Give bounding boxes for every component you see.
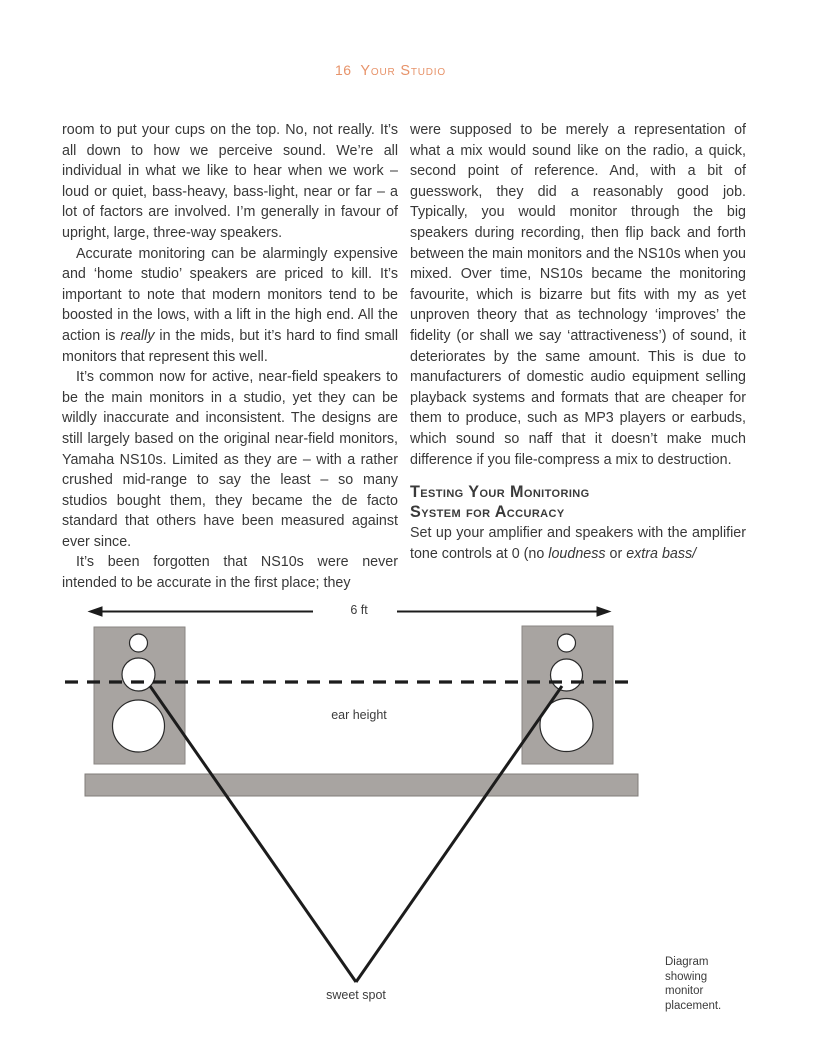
paragraph-2 xyxy=(62,244,398,368)
paragraph-6-text: Set up your amplifier and speakers with the amplifier tone controls at 0 (no xyxy=(410,525,746,562)
diagram-canvas xyxy=(0,595,818,1015)
desk-shelf xyxy=(85,774,638,796)
figure-caption: Diagram showing monitor placement. xyxy=(665,956,722,1012)
paragraph-6 xyxy=(410,523,746,564)
sweet-spot-line-right xyxy=(356,686,562,982)
monitor-placement-diagram xyxy=(0,595,818,1015)
distance-label: 6 ft xyxy=(350,603,368,617)
left-column xyxy=(62,120,398,594)
section-heading-line1: Testing Your Monitoring xyxy=(410,483,590,502)
paragraph-5: were supposed to be merely a representation of what a mix would sound like on the radio, a quick, second point of reference. And, with a bit of guesswork, they did a reasonably good job. Typically, you would monitor through the big speakers during recording, then flip back and forth between the main monitors and the NS10s when you mixed. Over time, NS10s became the monitoring favourite, which is bizarre but fits with my as yet unproven theory that as technology ‘improves’ the fidelity (or shall we say ‘attractiveness’) of sound, it deteriorates by the same amount. This is due to manufacturers of domestic audio equipment selling playback systems and formats that are cheaper for them to produce, such as MP3 players or earbuds, which sound so naff that it doesn’t make much difference if you file-compress a mix to destruction. xyxy=(410,122,746,468)
page-header xyxy=(0,62,781,79)
right-speaker-midrange xyxy=(551,659,583,691)
sweet-spot-label: sweet spot xyxy=(326,988,386,1002)
paragraph-6-italic-loudness: loudness xyxy=(548,545,606,562)
paragraph-6-italic-extrabass: extra bass/ xyxy=(626,545,697,562)
right-speaker-tweeter xyxy=(558,634,576,652)
sweet-spot-line-left xyxy=(150,686,356,982)
distance-arrow-right-head xyxy=(597,607,610,616)
section-heading xyxy=(410,482,746,522)
left-speaker-tweeter xyxy=(130,634,148,652)
distance-arrow-left-head xyxy=(89,607,102,616)
page-number: 16 xyxy=(335,62,352,78)
paragraph-2-text-end: in the mids, but it’s hard to find small monitors that represent this well. xyxy=(62,327,399,365)
right-speaker xyxy=(522,626,613,764)
paragraph-6-text-mid: or xyxy=(605,545,627,562)
running-title: Your Studio xyxy=(360,63,446,79)
right-column xyxy=(410,120,746,564)
paragraph-4: It’s been forgotten that NS10s were never intended to be accurate in the first place; they xyxy=(62,554,398,592)
section-heading-line2: System for Accuracy xyxy=(410,503,565,522)
paragraph-3: It’s common now for active, near-field speakers to be the main monitors in a studio, yet they can be wildly inaccurate and inconsistent. The designs are still largely based on the original near-field monitors, Yamaha NS10s. Limited as they are – with a rather crushed mid-range to say the least – so many studios bought them, they became the de facto standard that others have been measured against ever since. xyxy=(62,369,398,550)
left-speaker-woofer xyxy=(113,700,165,752)
paragraph-2-italic: really xyxy=(120,327,155,344)
ear-height-label: ear height xyxy=(331,708,387,722)
left-speaker xyxy=(94,627,185,764)
paragraph-2-text: Accurate monitoring can be alarmingly expensive and ‘home studio’ speakers are priced to kill. It’s important to note that modern monitors tend to be boosted in the lows, with a lift in the high end. All the action is xyxy=(62,245,398,344)
paragraph-1: room to put your cups on the top. No, not really. It’s all down to how we perceive sound. We’re all individual in what we like to hear when we work – loud or quiet, bass-heavy, bass-light, near or far – a lot of factors are involved. I’m generally in favour of upright, large, three-way speakers. xyxy=(62,122,398,241)
